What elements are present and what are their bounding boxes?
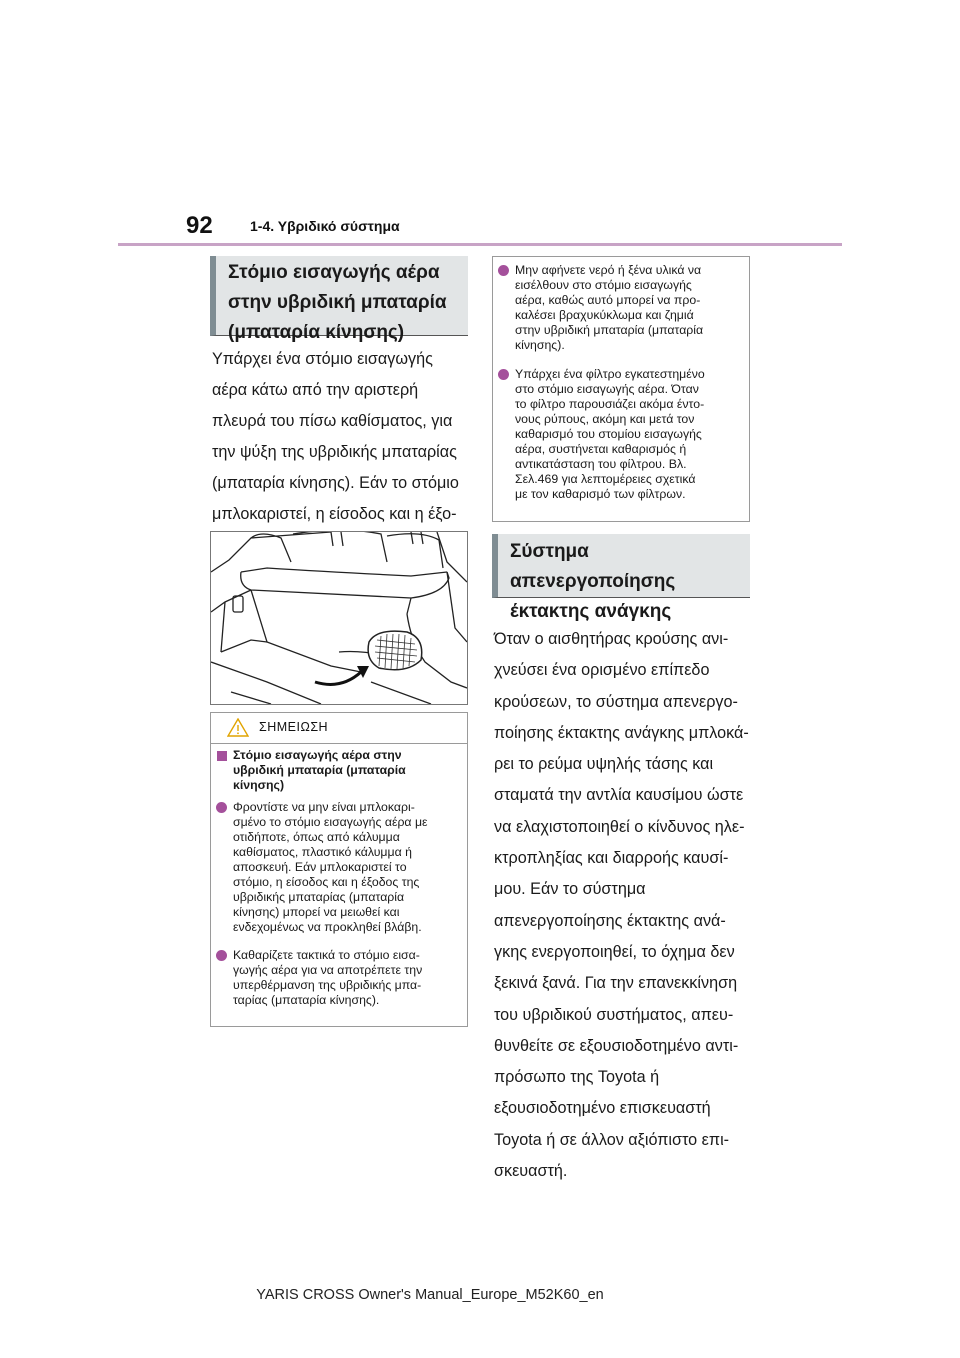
footer-text: YARIS CROSS Owner's Manual_Europe_M52K60_en bbox=[256, 1287, 604, 1303]
body-line: απενεργοποίησης έκτακτης ανά- bbox=[494, 911, 726, 930]
notice-line: σμένο το στόμιο εισαγωγής αέρα με bbox=[233, 815, 428, 829]
heading-line: στην υβριδική μπαταρία bbox=[228, 292, 447, 313]
warning-triangle-icon bbox=[227, 718, 249, 742]
notice-line: αντικατάσταση του φίλτρου. Βλ. bbox=[515, 457, 687, 471]
notice-line: αποσκευή. Εάν μπλοκαριστεί το bbox=[233, 860, 407, 874]
notice-bullet-1 bbox=[215, 800, 461, 935]
body-line: μπλοκαριστεί, η είσοδος και η έξο- bbox=[212, 505, 457, 523]
notice-line: Φροντίστε να μην είναι μπλοκαρι- bbox=[233, 800, 415, 814]
heading-air-intake bbox=[210, 256, 468, 343]
notice-title-line: υβριδική μπαταρία (μπαταρία bbox=[233, 763, 406, 777]
body-line: εξουσιοδοτημένο επισκευαστή bbox=[494, 1099, 711, 1118]
notice-header bbox=[211, 713, 467, 744]
notice-line: με τον καθαρισμό των φίλτρων. bbox=[515, 487, 686, 501]
heading-line: Σύστημα απενεργοποίησης bbox=[510, 541, 676, 592]
body-line: κτροπληξίας και διαρροής καυσί- bbox=[494, 849, 729, 868]
notice-subtitle bbox=[215, 748, 461, 793]
body-line: την ψύξη της υβριδικής μπαταρίας bbox=[212, 443, 457, 461]
notice-label: ΣΗΜΕΙΩΣΗ bbox=[259, 720, 329, 734]
body-line: πλευρά του πίσω καθίσματος, για bbox=[212, 412, 453, 430]
notice-line: Καθαρίζετε τακτικά το στόμιο εισα- bbox=[233, 948, 420, 962]
circle-bullet-icon bbox=[498, 369, 509, 380]
heading-emergency-shutoff bbox=[492, 534, 750, 622]
body-line: σταματά την αντλία καυσίμου ώστε bbox=[494, 786, 744, 805]
notice-continued-box bbox=[492, 256, 750, 522]
circle-bullet-icon bbox=[216, 950, 227, 961]
notice-title-line: κίνησης) bbox=[233, 778, 285, 792]
notice-line: γωγής αέρα για να αποτρέπετε την bbox=[233, 963, 423, 977]
body-line: ποίησης έκτακτης ανάγκης μπλοκά- bbox=[494, 723, 749, 742]
body-line: μου. Εάν το σύστημα bbox=[494, 880, 646, 899]
body-line: ξεκινά ξανά. Για την επανεκκίνηση bbox=[494, 974, 738, 993]
page-footer bbox=[0, 1287, 960, 1303]
notice-line: ενδεχομένως να προκληθεί βλάβη. bbox=[233, 920, 422, 934]
body-line: πρόσωπο της Toyota ή bbox=[494, 1068, 660, 1087]
notice-line: καλέσει βραχυκύκλωμα και ζημιά bbox=[515, 308, 694, 322]
notice-line: στο στόμιο εισαγωγής αέρα. Όταν bbox=[515, 382, 699, 396]
notice-line: κίνησης) μπορεί να μειωθεί και bbox=[233, 905, 400, 919]
notice-box bbox=[210, 712, 468, 1027]
notice-line: Σελ.469 για λεπτομέρειες σχετικά bbox=[515, 472, 696, 486]
square-bullet-icon bbox=[217, 751, 227, 761]
body-line: γκης ενεργοποιηθεί, το όχημα δεν bbox=[494, 942, 735, 961]
notice-line: Μην αφήνετε νερό ή ξένα υλικά να bbox=[515, 263, 702, 277]
body-line: ρει το ρεύμα υψηλής τάσης και bbox=[494, 755, 714, 774]
notice-line: υβριδικής μπαταρίας (μπαταρία bbox=[233, 890, 405, 904]
body-line: αέρα κάτω από την αριστερή bbox=[212, 381, 419, 399]
notice-line: καθίσματος, πλαστικό κάλυμμα ή bbox=[233, 845, 412, 859]
heading-line: Στόμιο εισαγωγής αέρα bbox=[228, 262, 440, 283]
body-line: Toyota ή σε άλλον αξιόπιστο επι- bbox=[494, 1130, 730, 1149]
notice-line: νους ρύπους, ακόμη και μετά τον bbox=[515, 412, 695, 426]
notice-bullet-2 bbox=[215, 948, 461, 1008]
notice-line: Υπάρχει ένα φίλτρο εγκατεστημένο bbox=[515, 367, 705, 381]
body-line: Υπάρχει ένα στόμιο εισαγωγής bbox=[212, 350, 433, 368]
notice-line: εισέλθουν στο στόμιο εισαγωγής bbox=[515, 278, 692, 292]
section-title: 1-4. Υβριδικό σύστημα bbox=[250, 218, 400, 234]
page-number: 92 bbox=[186, 212, 213, 239]
rear-seat-illustration bbox=[210, 531, 468, 705]
body-line: (μπαταρία κίνησης). Εάν το στόμιο bbox=[212, 474, 459, 492]
notice-line: αέρα, καθώς αυτό μπορεί να προ- bbox=[515, 293, 701, 307]
notice-line: καθαρισμό του στομίου εισαγωγής bbox=[515, 427, 702, 441]
notice-bullet-3 bbox=[497, 263, 743, 353]
notice-line: στην υβριδική μπαταρία (μπαταρία bbox=[515, 323, 704, 337]
body-line: να ελαχιστοποιηθεί ο κίνδυνος ηλε- bbox=[494, 817, 745, 836]
emergency-shutoff-body bbox=[494, 624, 762, 1187]
body-line: Όταν ο αισθητήρας κρούσης ανι- bbox=[494, 630, 729, 648]
notice-line: στόμιο, η είσοδος και η έξοδος της bbox=[233, 875, 420, 889]
seat-drawing bbox=[211, 532, 467, 704]
notice-line: οτιδήποτε, όπως από κάλυμμα bbox=[233, 830, 400, 844]
circle-bullet-icon bbox=[498, 265, 509, 276]
body-line: του υβριδικού συστήματος, απευ- bbox=[494, 1005, 734, 1024]
body-line: σκευαστή. bbox=[494, 1162, 568, 1181]
heading-line: (μπαταρία κίνησης) bbox=[228, 322, 405, 343]
notice-title-line: Στόμιο εισαγωγής αέρα στην bbox=[233, 748, 402, 762]
notice-bullet-4 bbox=[497, 367, 743, 502]
notice-line: αέρα, συστήνεται καθαρισμός ή bbox=[515, 442, 687, 456]
header-rule bbox=[118, 243, 842, 246]
notice-line: ταρίας (μπαταρία κίνησης). bbox=[233, 993, 380, 1007]
body-line: χνεύσει ένα ορισμένο επίπεδο bbox=[494, 661, 710, 680]
circle-bullet-icon bbox=[216, 802, 227, 813]
notice-line: υπερθέρμανση της υβριδικής μπα- bbox=[233, 978, 422, 992]
notice-line: το φίλτρο παρουσιάζει ακόμα έντο- bbox=[515, 397, 705, 411]
body-line: κρούσεων, το σύστημα απενεργο- bbox=[494, 692, 738, 711]
notice-line: κίνησης). bbox=[515, 338, 565, 352]
heading-line: έκτακτης ανάγκης bbox=[510, 601, 672, 622]
body-line: θυνθείτε σε εξουσιοδοτημένο αντι- bbox=[494, 1036, 739, 1055]
